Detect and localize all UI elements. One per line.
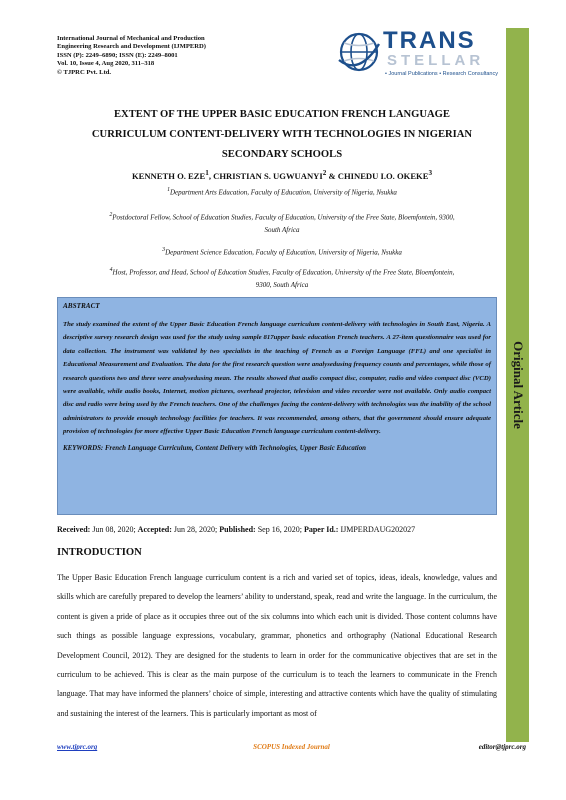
logo-wordmark-stellar: STELLAR <box>387 52 485 69</box>
affiliation-text: Department Science Education, Faculty of Education, University of Nigeria, Nsukka <box>165 248 402 257</box>
title-line: CURRICULUM CONTENT-DELIVERY WITH TECHNOLOGIES IN NIGERIAN <box>91 129 473 140</box>
affiliation-3 <box>60 244 504 259</box>
footer-website-link[interactable]: www.tjprc.org <box>57 743 98 751</box>
affiliation-text: South Africa <box>264 226 300 235</box>
affiliation-text: Host, Professor, and Head, School of Education Studies, Faculty of Education, University of the Free State, Bloemfontein, <box>112 268 455 277</box>
journal-info-line: Engineering Research and Development (IJMPERD) <box>57 43 206 51</box>
affiliation-2 <box>60 209 504 237</box>
journal-info-line: ISSN (P): 2249–6890; ISSN (E): 2249–8001 <box>57 51 178 59</box>
author-superscript: 3 <box>428 169 433 177</box>
abstract-box <box>57 297 497 515</box>
author-name: & CHINEDU I.O. OKEKE <box>326 170 429 181</box>
title-line: SECONDARY SCHOOLS <box>221 149 343 160</box>
affiliation-superscript: 3 <box>162 247 166 253</box>
affiliation-text: Department Arts Education, Faculty of Education, University of Nigeria, Nsukka <box>169 188 397 197</box>
footer-email[interactable]: editor@tjprc.org <box>478 743 526 751</box>
footer-indexing: SCOPUS Indexed Journal <box>253 743 330 751</box>
accepted-date: Jun 28, 2020; <box>171 525 220 534</box>
author-list <box>60 169 504 181</box>
paper-id-label: Paper Id.: <box>303 525 339 534</box>
affiliation-text: 9300, South Africa <box>255 281 309 290</box>
title-line: EXTENT OF THE UPPER BASIC EDUCATION FRENCH LANGUAGE <box>113 109 450 120</box>
logo-tagline: • Journal Publications • Research Consultancy <box>385 71 498 77</box>
author-superscript: 1 <box>205 169 209 177</box>
affiliation-1 <box>60 184 504 199</box>
affiliation-text: Postdoctoral Fellow, School of Education Studies, Faculty of Education, University of the Free State, Bloemfontein, 9300, <box>112 213 455 222</box>
author-name: KENNETH O. EZE <box>131 170 206 181</box>
abstract-heading: ABSTRACT <box>63 302 100 310</box>
affiliation-superscript: 2 <box>109 212 113 218</box>
author-name: , CHRISTIAN S. UGWUANYI <box>208 170 323 181</box>
journal-info <box>57 35 206 77</box>
publisher-logo <box>335 27 503 87</box>
journal-info-line: International Journal of Mechanical and Production <box>57 35 205 42</box>
paper-title <box>60 105 504 165</box>
accepted-label: Accepted: <box>137 525 172 534</box>
author-superscript: 2 <box>322 169 327 177</box>
received-date: Jun 08, 2020; <box>90 525 138 534</box>
article-type-label-wrap <box>506 28 529 742</box>
globe-icon <box>337 30 381 74</box>
published-label: Published: <box>219 525 256 534</box>
abstract-body: The study examined the extent of the Upper Basic Education French language curriculum content-delivery with technologies in South East, Nigeria. A descriptive survey research design was used for the study using sample 817upper basic education French teachers. A 27-item questionnaire was used for data collection. The instrument was validated by two specialists in the teaching of French as a Foreign Language (FFL) and one specialist in Educational Measurement and Evaluation. The data for the first research question were analysedusing frequency counts and percentages, while those of research questions two and three were analysedusing mean. The results showed that audio compact disc, computer, radio and video compact disc (VCD) were available, while audio books, Internet, motion pictures, overhead projector, television and video recorder were not available. Only audio compact disc and radio were being used by the French teachers. One of the challenges facing the content-delivery with technologies was the inability of the school administrators to provide enough technology facilities for teachers. It was recommended, among others, that the government should ensure adequate provision of technologies for more effective Upper Basic Education French language curriculum content-delivery. <box>63 321 491 436</box>
keywords-label: KEYWORDS: <box>63 444 104 452</box>
keywords <box>63 445 491 452</box>
publication-dates <box>57 525 415 534</box>
article-type-label: Original Article <box>510 341 526 429</box>
journal-info-line: © TJPRC Pvt. Ltd. <box>57 68 112 76</box>
affiliation-superscript: 1 <box>167 187 170 193</box>
logo-wordmark-trans: TRANS <box>383 27 476 54</box>
affiliation-4 <box>60 264 504 292</box>
journal-info-line: Vol. 10, Issue 4, Aug 2020, 311–318 <box>57 60 155 68</box>
keywords-text: French Language Curriculum, Content Delivery with Technologies, Upper Basic Education <box>103 444 366 452</box>
published-date: Sep 16, 2020; <box>255 525 304 534</box>
affiliation-superscript: 4 <box>109 267 113 273</box>
paper-id: IJMPERDAUG202027 <box>338 525 416 534</box>
introduction-body: The Upper Basic Education French language curriculum content is a rich and varied set of topics, ideas, ideals, knowledge, values and skills which are carefully prepared to develop the learners’ ability to understand, speak, read and write the language. In the curriculum, the content is given a pride of place as it occupies three out of the six columns into which each unit is divided. Those content columns have such things as possible language expressions, vocabulary, grammar, phonetics and orthography (National Educational Research Development Council, 2012). They are designed for the students to learn in order for the communicative objectives that are set in the curriculum to be achieved. This is clear as the main purpose of the curriculum is to teach the learners to communicate in the French language. That may have informed the planners’ choice of simple, interesting and attractive contents which have the quality of stimulating and sustaining the interest of the learners. This is particularly important as most of <box>57 573 497 718</box>
received-label: Received: <box>57 525 91 534</box>
section-heading-introduction: INTRODUCTION <box>57 547 142 558</box>
